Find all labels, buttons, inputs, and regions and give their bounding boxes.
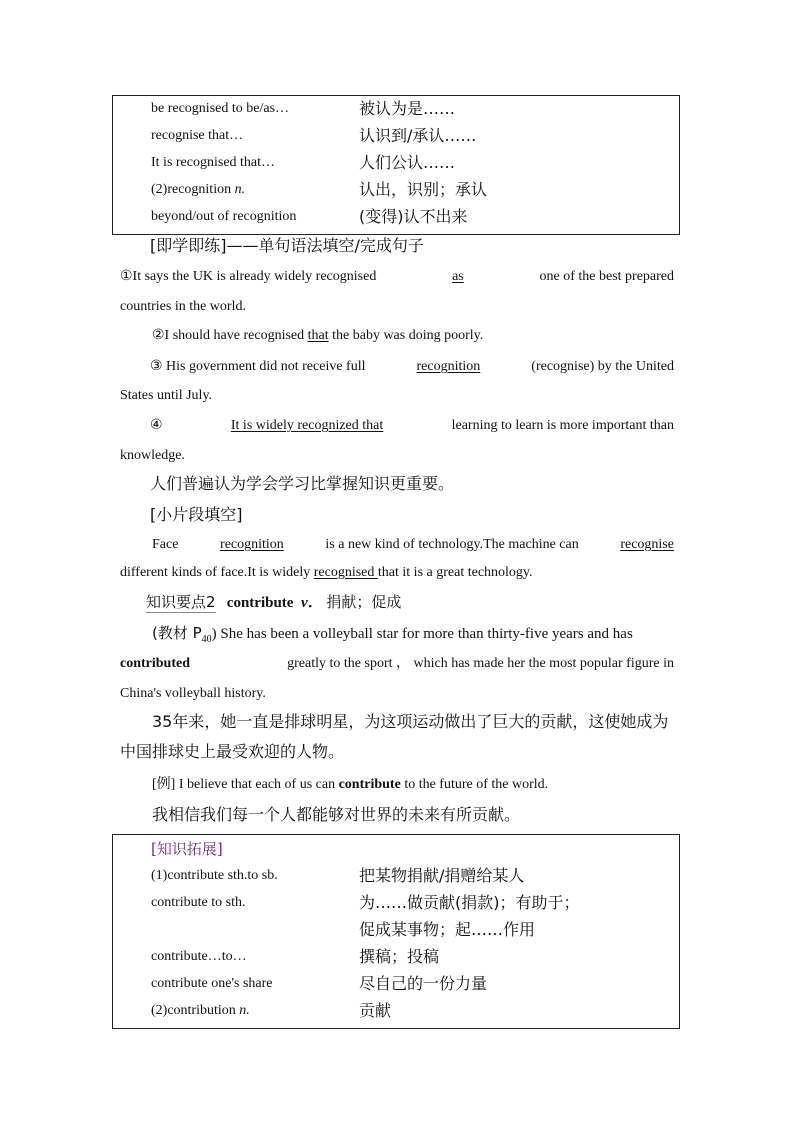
usage-zh: 认出，识别；承认 (359, 180, 488, 199)
answer: recognition (220, 537, 284, 552)
usage-en: beyond/out of recognition (151, 209, 297, 224)
knowledge-point-heading: 知识要点2 contribute v． 捐献；促成 (146, 593, 402, 611)
word-usage-box-recognise (112, 95, 680, 235)
usage-zh: 认识到/承认…… (359, 126, 477, 145)
box-title: [知识拓展] (151, 840, 223, 858)
usage-en: (2)contribution n. (151, 1003, 250, 1018)
textbook-line-3: China's volleyball history. (120, 686, 266, 701)
answer: as (452, 269, 464, 284)
usage-en: It is recognised that… (151, 155, 276, 170)
knowledge-extension-box (112, 834, 680, 1029)
exercise-3-cont: States until July. (120, 388, 213, 403)
usage-en: recognise that… (151, 128, 244, 143)
usage-zh: 促成某事物；起……作用 (359, 920, 536, 939)
usage-en: (2)recognition n. (151, 182, 246, 197)
exercise-1-cont: countries in the world. (120, 299, 246, 314)
usage-zh: 贡献 (359, 1001, 392, 1020)
exercise-3: ③ His government did not receive full recognition (recognise) by the United (150, 357, 674, 377)
usage-zh: 被认为是…… (359, 99, 456, 118)
answer: recognise (620, 537, 674, 552)
usage-en: contribute…to… (151, 949, 247, 964)
fragment-heading: [小片段填空] (150, 505, 243, 524)
usage-en: be recognised to be/as… (151, 101, 290, 116)
usage-en: (1)contribute sth.to sb. (151, 868, 278, 883)
fragment-line-1: Face recognition is a new kind of technology.The machine can recognise (152, 535, 674, 555)
fragment-line-2: different kinds of face.It is widely recognised that it is a great technology. (120, 565, 533, 580)
answer: that (307, 328, 329, 343)
usage-en: contribute one's share (151, 976, 273, 991)
textbook-line-1: (教材 $P_{40}$) She has been a volleyball star for more than thirty-five years and has (152, 624, 633, 645)
textbook-translation-1: 35年来，她一直是排球明星，为这项运动做出了巨大的贡献，这使她成为 (152, 712, 669, 731)
usage-zh: (变得)认不出来 (359, 207, 468, 226)
exercise-2: ②I should have recognised that the baby was doing poorly. (152, 328, 484, 343)
answer: recognition (416, 359, 481, 374)
usage-zh: 人们公认…… (359, 153, 456, 172)
usage-zh: 把某物捐献/捐赠给某人 (359, 866, 525, 885)
exercise-4-translation: 人们普遍认为学会学习比掌握知识更重要。 (150, 474, 455, 493)
knowledge-point-tag: 知识要点2 (146, 593, 216, 611)
usage-en: contribute to sth. (151, 895, 246, 910)
answer: recognised (313, 565, 378, 580)
practice-heading: [即学即练]——单句语法填空/完成句子 (150, 236, 424, 255)
textbook-translation-2: 中国排球史上最受欢迎的人物。 (120, 742, 345, 761)
exercise-1: ①It says the UK is already widely recognised as one of the best prepared (120, 267, 674, 287)
headword: contribute (226, 595, 294, 611)
textbook-line-2: contributed greatly to the sport ， which has made her the most popular figure in (120, 656, 674, 671)
example-translation: 我相信我们每一个人都能够对世界的未来有所贡献。 (152, 805, 521, 824)
example-sentence: [例] I believe that each of us can contribute to the future of the world. (152, 777, 549, 792)
exercise-4-cont: knowledge. (120, 448, 185, 463)
usage-zh: 为……做贡献(捐款)；有助于； (359, 893, 580, 912)
usage-zh: 撰稿；投稿 (359, 947, 440, 966)
exercise-4: ④ It is widely recognized that learning to learn is more important than (150, 416, 674, 436)
answer: It is widely recognized that (230, 418, 384, 433)
usage-zh: 尽自己的一份力量 (359, 974, 488, 993)
